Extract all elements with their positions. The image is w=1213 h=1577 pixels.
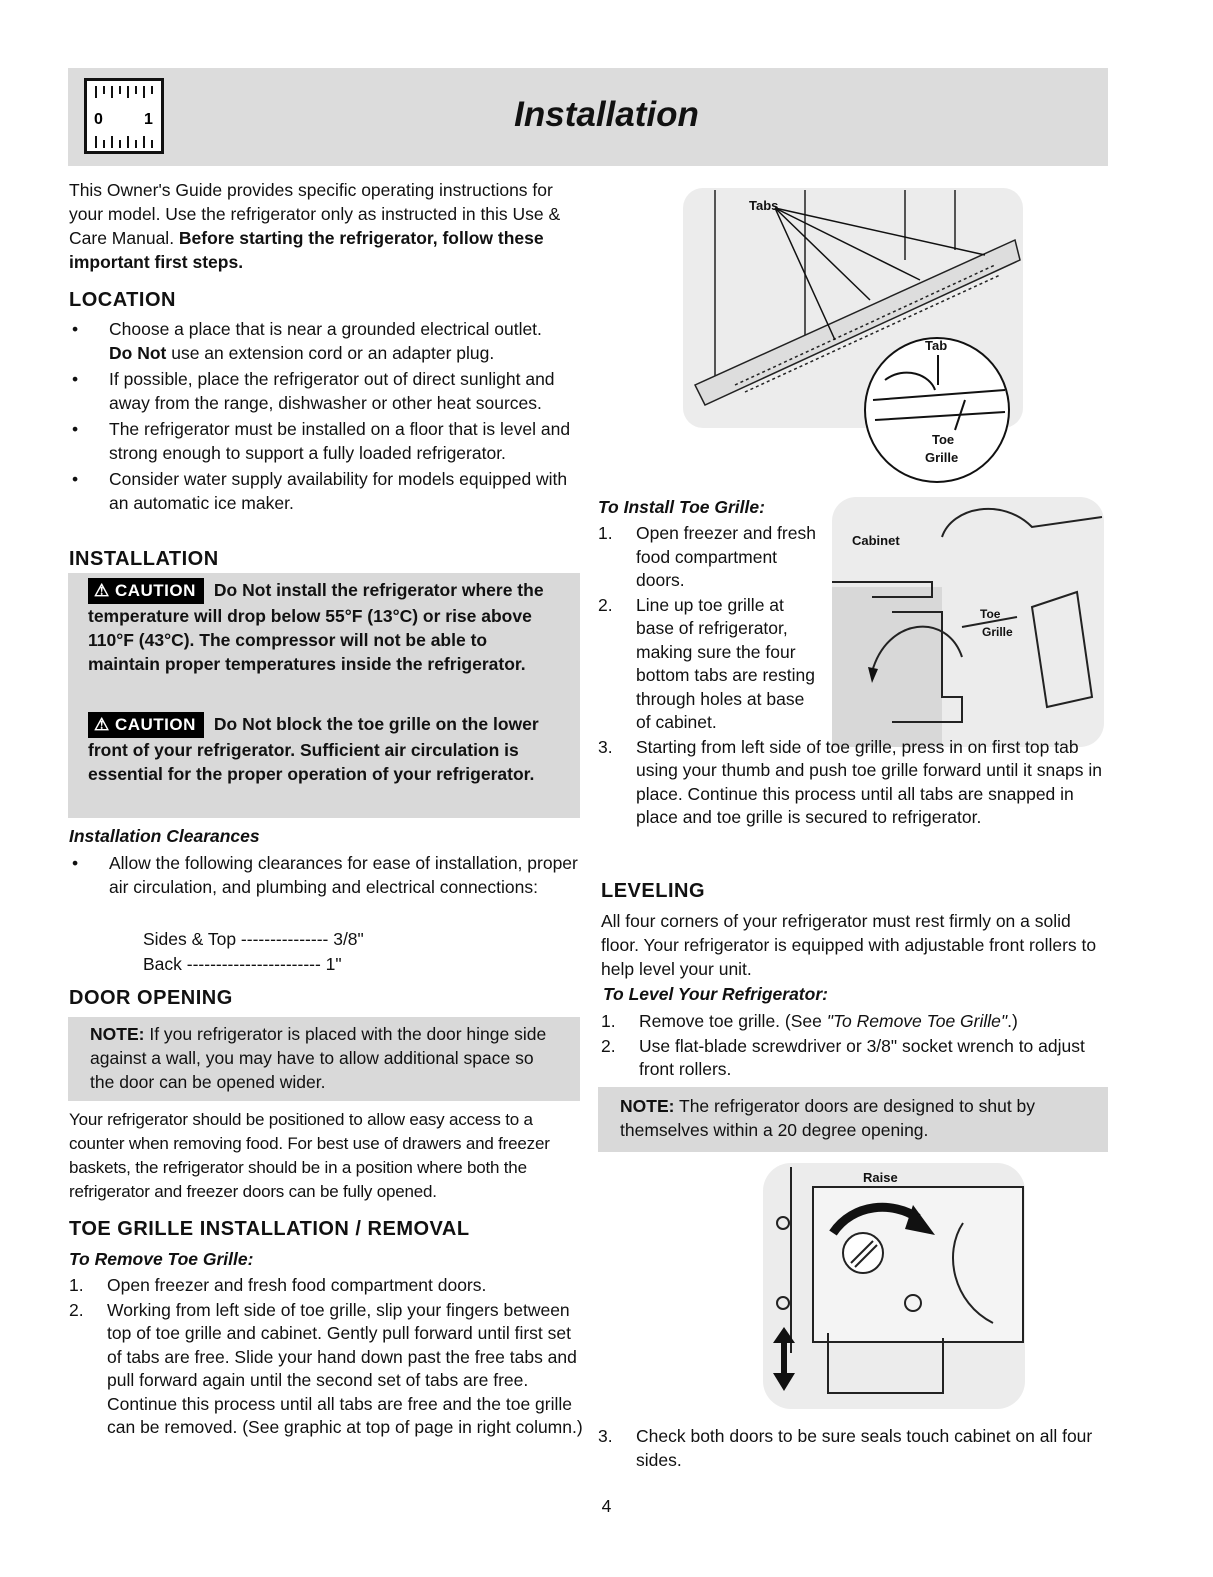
intro-bold-text: Before starting the refrigerator, follow these important first steps.	[69, 228, 544, 272]
list-item: 3. Check both doors to be sure seals touch cabinet on all four sides.	[598, 1426, 1093, 1470]
clearances-heading: Installation Clearances	[69, 826, 260, 846]
intro-paragraph	[69, 178, 584, 274]
intro-text: This Owner's Guide provides specific operating instructions for your model. Use the refrigerator only as instructed in this Use & Care Manual.	[69, 180, 561, 248]
page-number: 4	[601, 1496, 612, 1516]
install-heading: To Install Toe Grille:	[598, 497, 765, 517]
list-item: • Allow the following clearances for ease of installation, proper air circulation, and plumbing and electrical connections:	[69, 852, 584, 899]
level-steps	[601, 1010, 1101, 1083]
list-item: • Choose a place that is near a grounded electrical outlet. Do Not use an extension cord or an adapter plug.	[69, 318, 584, 365]
list-item: 1. Open freezer and fresh food compartment doors.	[69, 1275, 487, 1295]
list-item: 3. Starting from left side of toe grille, press in on first top tab using your thumb and push toe grille forward until it snaps in place. Continue this process until all tabs are snapped in place and toe grille is secured to refrigerator.	[598, 736, 1102, 827]
toe-grille-figure: Tabs Tab Toe Grille	[675, 180, 1035, 490]
install-steps	[598, 522, 1108, 831]
clearance-sides: Sides & Top --------------- 3/8"	[143, 929, 364, 949]
clearances-list	[69, 852, 584, 902]
roller-figure: Raise	[763, 1163, 1025, 1409]
door-opening-text: Your refrigerator should be positioned to allow easy access to a counter when removing food. For best use of drawers and freezer baskets, the refrigerator should be in a position where both the refrigerator and freezer doors can be fully opened.	[69, 1110, 550, 1201]
cabinet-figure: Cabinet Toe Grille	[832, 497, 1104, 747]
toe-grille-heading: TOE GRILLE INSTALLATION / REMOVAL	[69, 1218, 470, 1240]
level-heading: To Level Your Refrigerator:	[603, 984, 828, 1004]
location-heading: LOCATION	[69, 289, 176, 311]
leveling-text: All four corners of your refrigerator must rest firmly on a solid floor. Your refrigerator is equipped with adjustable front rollers to help level your unit.	[601, 911, 1097, 979]
caution-2: ⚠ CAUTION Do Not block the toe grille on the lower front of your refrigerator. Sufficient air circulation is essential for the proper operation of your refrigerator.	[88, 714, 539, 784]
location-list	[69, 318, 584, 518]
list-item: 2. Line up toe grille at base of refrigerator, making sure the four bottom tabs are resting through holes at base of cabinet.	[598, 594, 815, 732]
door-note: NOTE: If you refrigerator is placed with the door hinge side against a wall, you may have to allow additional space so the door can be opened wider.	[90, 1024, 547, 1092]
list-item: • The refrigerator must be installed on a floor that is level and strong enough to support a fully loaded refrigerator.	[69, 418, 584, 465]
list-item: 2. Working from left side of toe grille, slip your fingers between top of toe grille and cabinet. Gently pull forward until first set of tabs are free. Slide your hand down past the free tabs and pull forward again until the second set of tabs are free. Continue this process until all tabs are free and the toe grille can be removed. (See graphic at top of page in right column.)	[69, 1299, 583, 1437]
list-item: 1. Open freezer and fresh food compartment doors.	[598, 523, 816, 590]
svg-text:0: 0	[94, 111, 103, 128]
leveling-note: NOTE: The refrigerator doors are designed to shut by themselves within a 20 degree opening.	[620, 1096, 1036, 1140]
caution-1: ⚠ CAUTION Do Not install the refrigerator where the temperature will drop below 55°F (13°C) or rise above 110°F (43°C). The compressor will not be able to maintain proper temperatures inside the refrigerator.	[88, 580, 544, 674]
remove-steps	[69, 1274, 584, 1441]
list-item: • Consider water supply availability for models equipped with an automatic ice maker.	[69, 468, 584, 515]
list-item: 2. Use flat-blade screwdriver or 3/8" socket wrench to adjust front rollers.	[601, 1035, 1085, 1079]
page-title: Installation	[514, 95, 699, 134]
level-steps-continued	[598, 1425, 1108, 1473]
list-item: • If possible, place the refrigerator out of direct sunlight and away from the range, dishwasher or other heat sources.	[69, 368, 584, 415]
door-opening-heading: DOOR OPENING	[69, 987, 233, 1009]
leveling-heading: LEVELING	[601, 880, 706, 902]
svg-text:1: 1	[144, 111, 153, 128]
list-item: 1. Remove toe grille. (See "To Remove Toe Grille".)	[601, 1011, 1018, 1031]
remove-heading: To Remove Toe Grille:	[69, 1249, 254, 1269]
clearance-back: Back ----------------------- 1"	[143, 954, 342, 974]
caution-badge: ⚠ CAUTION	[88, 712, 204, 738]
installation-heading: INSTALLATION	[69, 548, 219, 570]
caution-badge: ⚠ CAUTION	[88, 578, 204, 604]
